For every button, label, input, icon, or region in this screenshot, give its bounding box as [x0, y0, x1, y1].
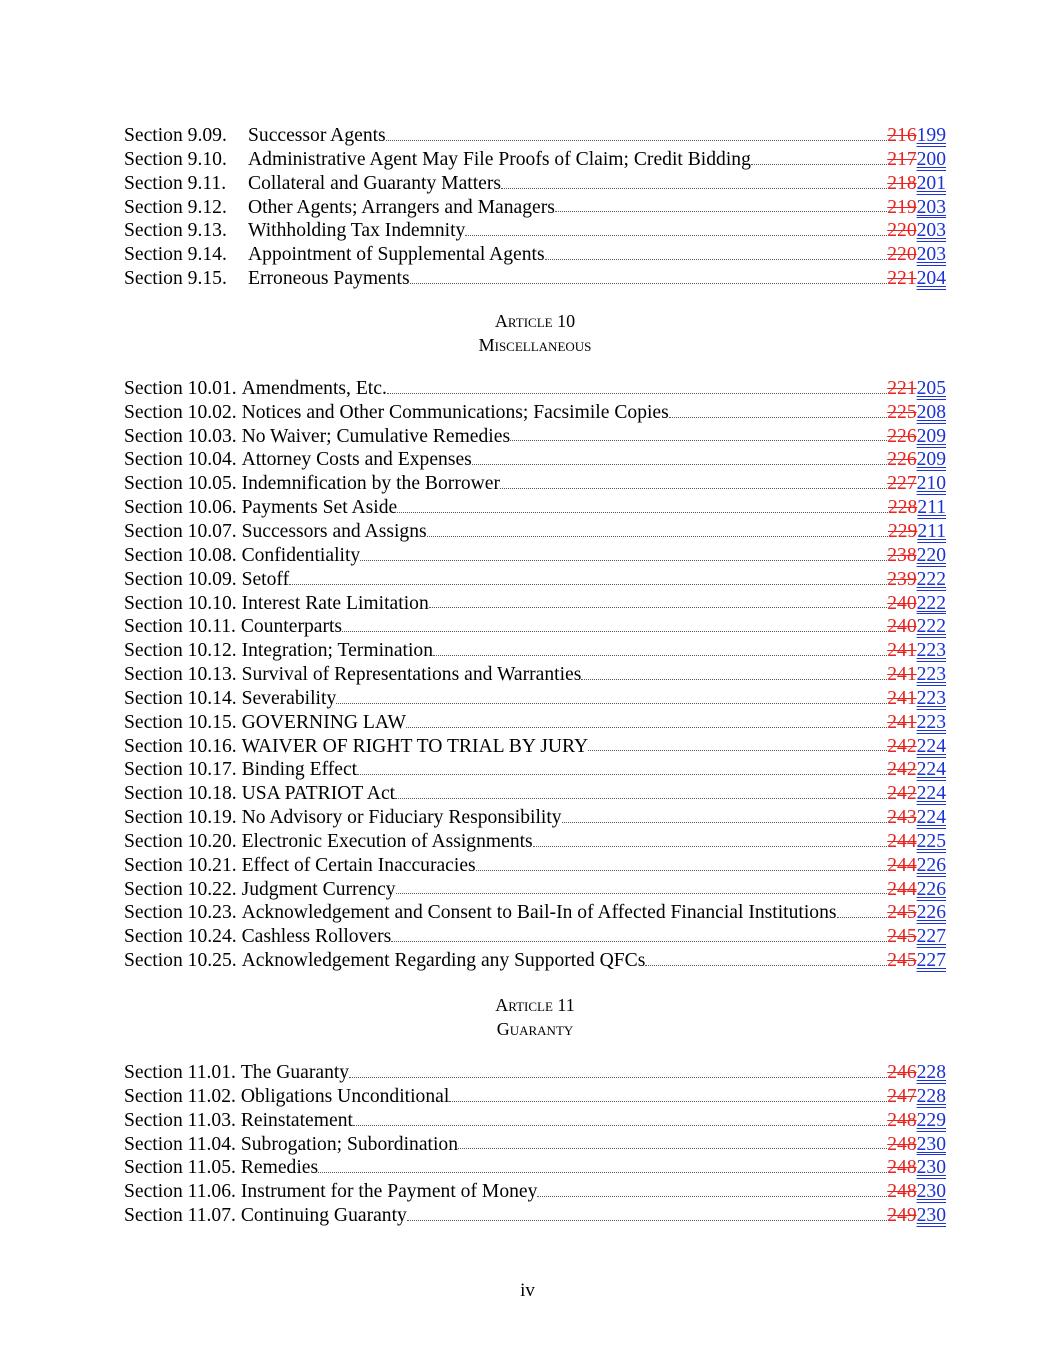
- inserted-page-number[interactable]: 224: [916, 783, 946, 805]
- dot-leader: [395, 797, 887, 799]
- section-title: Cashless Rollovers: [241, 926, 392, 948]
- toc-entry[interactable]: [124, 735, 946, 759]
- inserted-page-number[interactable]: 223: [916, 640, 946, 662]
- article-11-title: Guaranty: [496, 1019, 574, 1039]
- inserted-page-number[interactable]: 230: [916, 1205, 946, 1227]
- inserted-page-number[interactable]: 223: [916, 664, 946, 686]
- section-number: Section 10.24.: [124, 926, 237, 948]
- dot-leader: [360, 559, 887, 561]
- deleted-page-number: 244: [887, 830, 917, 852]
- section-title: Binding Effect: [241, 759, 358, 781]
- toc-entry[interactable]: [124, 425, 946, 449]
- dot-leader: [342, 630, 887, 632]
- deleted-page-number: 248: [887, 1109, 917, 1131]
- deleted-page-number: 244: [887, 878, 917, 900]
- deleted-page-number: 229: [887, 520, 918, 542]
- dot-leader: [510, 439, 887, 441]
- page-ref[interactable]: [887, 1061, 946, 1085]
- inserted-page-number[interactable]: 201: [916, 172, 946, 194]
- toc-entry[interactable]: [124, 1133, 946, 1157]
- inserted-page-number[interactable]: 203: [916, 244, 946, 266]
- dot-leader: [410, 282, 888, 284]
- inserted-page-number[interactable]: 210: [916, 473, 946, 495]
- page-ref[interactable]: [887, 735, 946, 759]
- page-ref[interactable]: [887, 219, 946, 243]
- inserted-page-number[interactable]: 226: [916, 854, 946, 876]
- section-title: Indemnification by the Borrower: [241, 473, 501, 495]
- section-number: Section 10.05.: [124, 473, 237, 495]
- section-number: Section 10.01.: [124, 377, 237, 399]
- toc-entry[interactable]: [124, 496, 946, 520]
- article-11-heading: [124, 993, 946, 1041]
- page-ref[interactable]: [887, 1085, 946, 1109]
- section-title: Effect of Certain Inaccuracies: [241, 854, 476, 876]
- inserted-page-number[interactable]: 224: [916, 735, 946, 757]
- deleted-page-number: 239: [887, 568, 917, 590]
- toc-entry[interactable]: [124, 124, 946, 148]
- page-ref[interactable]: [887, 124, 946, 148]
- dot-leader: [429, 606, 887, 608]
- page-ref[interactable]: [887, 806, 946, 830]
- toc-entry[interactable]: [124, 148, 946, 172]
- inserted-page-number[interactable]: 209: [916, 425, 946, 447]
- section-number: Section 10.02.: [124, 401, 237, 423]
- inserted-page-number[interactable]: 209: [916, 449, 946, 471]
- deleted-page-number: 245: [887, 926, 917, 948]
- page-ref[interactable]: [887, 377, 946, 401]
- dot-leader: [396, 892, 888, 894]
- dot-leader: [433, 654, 887, 656]
- section-number: Section 10.25.: [124, 950, 237, 972]
- inserted-page-number[interactable]: 220: [916, 544, 946, 566]
- page-ref[interactable]: [887, 196, 946, 220]
- page-ref[interactable]: [887, 401, 946, 425]
- dot-leader: [449, 1100, 887, 1102]
- toc-entry[interactable]: [124, 1061, 946, 1085]
- deleted-page-number: 216: [887, 125, 917, 146]
- page-ref[interactable]: [887, 592, 946, 616]
- deleted-page-number: 218: [887, 172, 917, 194]
- deleted-page-number: 225: [887, 401, 917, 423]
- section-title: Judgment Currency: [241, 878, 396, 900]
- toc-entry[interactable]: [124, 377, 946, 401]
- page-ref[interactable]: [887, 448, 946, 472]
- section-number: Section 9.15.: [124, 268, 227, 290]
- section-title: Counterparts: [240, 616, 343, 638]
- section-number: Section 11.02.: [124, 1085, 236, 1107]
- section-number: Section 11.04.: [124, 1133, 236, 1155]
- page-ref[interactable]: [888, 496, 946, 520]
- dot-leader: [391, 940, 887, 942]
- inserted-page-number[interactable]: 226: [916, 902, 946, 924]
- section-title: Interest Rate Limitation: [241, 592, 429, 614]
- toc-entry[interactable]: [124, 1109, 946, 1133]
- inserted-page-number[interactable]: 204: [916, 268, 946, 290]
- page-ref[interactable]: [887, 425, 946, 449]
- section-number: Section 10.19.: [124, 807, 237, 829]
- page-ref[interactable]: [887, 1133, 946, 1157]
- toc-entry[interactable]: [124, 711, 946, 735]
- section-title: Appointment of Supplemental Agents: [248, 244, 545, 266]
- dot-leader: [500, 487, 887, 489]
- section-number: Section 10.11.: [124, 616, 236, 638]
- deleted-page-number: 245: [887, 950, 917, 972]
- toc-entry[interactable]: [124, 925, 946, 949]
- article-9-sections: [124, 124, 946, 291]
- deleted-page-number: 241: [887, 711, 917, 733]
- inserted-page-number[interactable]: 211: [917, 520, 946, 542]
- section-number: Section 10.09.: [124, 568, 237, 590]
- section-number: Section 10.08.: [124, 544, 237, 566]
- deleted-page-number: 249: [887, 1205, 917, 1227]
- toc-entry[interactable]: [124, 1156, 946, 1180]
- section-title: Integration; Termination: [241, 640, 433, 662]
- section-title: Electronic Execution of Assignments: [241, 830, 533, 852]
- inserted-page-number[interactable]: 223: [916, 711, 946, 733]
- deleted-page-number: 227: [887, 473, 917, 495]
- dot-leader: [406, 726, 887, 728]
- section-title: Collateral and Guaranty Matters: [248, 172, 501, 194]
- inserted-page-number[interactable]: 208: [916, 401, 946, 423]
- deleted-page-number: 242: [887, 759, 917, 781]
- section-number: Section 11.05.: [124, 1157, 236, 1179]
- toc-entry[interactable]: [124, 267, 946, 291]
- dot-leader: [397, 511, 888, 513]
- page-ref[interactable]: [887, 639, 946, 663]
- inserted-page-number[interactable]: 225: [916, 830, 946, 852]
- section-title: Survival of Representations and Warranties: [241, 664, 582, 686]
- page-ref[interactable]: [887, 949, 946, 973]
- page-ref[interactable]: [887, 663, 946, 687]
- dot-leader: [581, 678, 887, 680]
- section-number: Section 9.10.: [124, 148, 227, 170]
- page-ref[interactable]: [887, 148, 946, 172]
- toc-entry[interactable]: [124, 1204, 946, 1228]
- page-number: iv: [520, 1280, 535, 1301]
- toc-entry[interactable]: [124, 639, 946, 663]
- dot-leader: [588, 749, 887, 751]
- deleted-page-number: 242: [887, 735, 917, 757]
- inserted-page-number[interactable]: 199: [916, 125, 946, 146]
- section-title: Amendments, Etc.: [241, 377, 387, 399]
- section-number: Section 10.13.: [124, 664, 237, 686]
- inserted-page-number[interactable]: 224: [916, 807, 946, 829]
- page-ref[interactable]: [887, 544, 946, 568]
- toc-entry[interactable]: [124, 901, 946, 925]
- section-number: Section 9.12.: [124, 196, 227, 218]
- dot-leader: [407, 1219, 887, 1221]
- section-number: Section 10.10.: [124, 592, 237, 614]
- toc-entry[interactable]: [124, 1085, 946, 1109]
- inserted-page-number[interactable]: 227: [916, 926, 946, 948]
- deleted-page-number: 220: [887, 220, 917, 242]
- deleted-page-number: 248: [887, 1133, 917, 1155]
- inserted-page-number[interactable]: 224: [916, 759, 946, 781]
- section-title: Withholding Tax Indemnity: [248, 220, 466, 242]
- toc-entry[interactable]: [124, 219, 946, 243]
- deleted-page-number: 228: [887, 497, 918, 519]
- toc-entry[interactable]: [124, 520, 946, 544]
- dot-leader: [533, 845, 888, 847]
- article-11-sections: [124, 1061, 946, 1228]
- dot-leader: [669, 416, 887, 418]
- deleted-page-number: 226: [887, 449, 917, 471]
- deleted-page-number: 248: [887, 1157, 917, 1179]
- inserted-page-number[interactable]: 223: [916, 687, 946, 709]
- toc-entry[interactable]: [124, 782, 946, 806]
- section-title: Remedies: [240, 1157, 319, 1179]
- dot-leader: [472, 463, 887, 465]
- deleted-page-number: 221: [887, 268, 917, 290]
- section-number: Section 10.18.: [124, 783, 237, 805]
- toc-entry[interactable]: [124, 615, 946, 639]
- inserted-page-number[interactable]: 222: [916, 568, 946, 590]
- section-title: Subrogation; Subordination: [240, 1133, 459, 1155]
- toc-entry[interactable]: [124, 687, 946, 711]
- toc-entry[interactable]: [124, 806, 946, 830]
- section-number: Section 11.03.: [124, 1109, 236, 1131]
- section-title: Payments Set Aside: [241, 497, 398, 519]
- toc-entry[interactable]: [124, 758, 946, 782]
- dot-leader: [545, 258, 888, 260]
- inserted-page-number[interactable]: 228: [916, 1085, 946, 1107]
- section-title: Administrative Agent May File Proofs of Claim; Credit Bidding: [248, 148, 751, 170]
- section-title: The Guaranty: [240, 1062, 350, 1083]
- dot-leader: [357, 773, 887, 775]
- page-ref[interactable]: [887, 901, 946, 925]
- toc-entry[interactable]: [124, 472, 946, 496]
- page-ref[interactable]: [887, 711, 946, 735]
- page-ref[interactable]: [887, 878, 946, 902]
- dot-leader: [537, 1195, 887, 1197]
- inserted-page-number[interactable]: 226: [916, 878, 946, 900]
- section-title: Acknowledgement Regarding any Supported QFCs: [241, 950, 646, 972]
- page-ref[interactable]: [887, 568, 946, 592]
- deleted-page-number: 245: [887, 902, 917, 924]
- section-title: WAIVER OF RIGHT TO TRIAL BY JURY: [241, 735, 589, 757]
- toc-entry[interactable]: [124, 568, 946, 592]
- table-of-contents: [124, 124, 946, 1228]
- deleted-page-number: 241: [887, 687, 917, 709]
- section-number: Section 10.16.: [124, 735, 237, 757]
- section-title: Erroneous Payments: [248, 268, 410, 290]
- section-number: Section 10.03.: [124, 425, 237, 447]
- section-title: Instrument for the Payment of Money: [240, 1181, 538, 1203]
- dot-leader: [386, 139, 888, 141]
- section-number: Section 10.06.: [124, 497, 237, 519]
- section-title: Successor Agents: [248, 125, 386, 146]
- section-number: Section 9.13.: [124, 220, 227, 242]
- deleted-page-number: 220: [887, 244, 917, 266]
- section-number: Section 10.23.: [124, 902, 237, 924]
- deleted-page-number: 242: [887, 783, 917, 805]
- inserted-page-number[interactable]: 203: [916, 220, 946, 242]
- toc-entry[interactable]: [124, 878, 946, 902]
- section-title: Severability: [241, 687, 337, 709]
- dot-leader: [837, 916, 888, 918]
- article-10-label: Article 10: [494, 310, 576, 331]
- section-number: Section 10.12.: [124, 640, 237, 662]
- toc-entry[interactable]: [124, 592, 946, 616]
- section-number: Section 10.22.: [124, 878, 237, 900]
- toc-entry[interactable]: [124, 854, 946, 878]
- section-number: Section 10.21.: [124, 854, 237, 876]
- page-ref[interactable]: [887, 830, 946, 854]
- section-title: Reinstatement: [240, 1109, 353, 1131]
- page-ref[interactable]: [887, 1204, 946, 1228]
- section-number: Section 11.07.: [124, 1205, 236, 1227]
- deleted-page-number: 246: [887, 1062, 917, 1083]
- section-title: Setoff: [241, 568, 290, 590]
- dot-leader: [458, 1147, 887, 1149]
- inserted-page-number[interactable]: 203: [916, 196, 946, 218]
- section-number: Section 11.06.: [124, 1181, 236, 1203]
- dot-leader: [427, 535, 888, 537]
- inserted-page-number[interactable]: 228: [916, 1062, 946, 1083]
- section-number: Section 10.07.: [124, 520, 237, 542]
- deleted-page-number: 247: [887, 1085, 917, 1107]
- toc-entry[interactable]: [124, 663, 946, 687]
- article-10-title: Miscellaneous: [478, 334, 592, 355]
- deleted-page-number: 217: [887, 148, 917, 170]
- article-10-sections: [124, 377, 946, 973]
- page-ref[interactable]: [887, 1109, 946, 1133]
- dot-leader: [349, 1076, 887, 1078]
- section-number: Section 11.01.: [124, 1062, 236, 1083]
- page-ref[interactable]: [887, 687, 946, 711]
- toc-entry[interactable]: [124, 401, 946, 425]
- page-ref[interactable]: [887, 925, 946, 949]
- page-ref[interactable]: [887, 472, 946, 496]
- inserted-page-number[interactable]: 229: [916, 1109, 946, 1131]
- dot-leader: [465, 234, 887, 236]
- deleted-page-number: 240: [887, 616, 917, 638]
- deleted-page-number: 226: [887, 425, 917, 447]
- dot-leader: [555, 210, 887, 212]
- deleted-page-number: 221: [887, 377, 917, 399]
- toc-entry[interactable]: [124, 172, 946, 196]
- section-title: Obligations Unconditional: [240, 1085, 450, 1107]
- page-ref[interactable]: [887, 758, 946, 782]
- dot-leader: [353, 1124, 887, 1126]
- dot-leader: [751, 163, 887, 165]
- section-title: Successors and Assigns: [241, 520, 427, 542]
- page-ref[interactable]: [887, 267, 946, 291]
- section-title: Notices and Other Communications; Facsimile Copies: [241, 401, 669, 423]
- deleted-page-number: 241: [887, 640, 917, 662]
- section-title: Confidentiality: [241, 544, 361, 566]
- inserted-page-number[interactable]: 227: [916, 950, 946, 972]
- deleted-page-number: 244: [887, 854, 917, 876]
- deleted-page-number: 219: [887, 196, 917, 218]
- toc-entry[interactable]: [124, 448, 946, 472]
- section-number: Section 10.04.: [124, 449, 237, 471]
- section-title: No Waiver; Cumulative Remedies: [241, 425, 511, 447]
- deleted-page-number: 240: [887, 592, 917, 614]
- section-number: Section 9.09.: [124, 125, 227, 146]
- inserted-page-number[interactable]: 222: [916, 616, 946, 638]
- deleted-page-number: 248: [887, 1181, 917, 1203]
- section-number: Section 10.20.: [124, 830, 237, 852]
- deleted-page-number: 241: [887, 664, 917, 686]
- dot-leader: [289, 583, 887, 585]
- dot-leader: [318, 1171, 887, 1173]
- inserted-page-number[interactable]: 211: [917, 497, 946, 519]
- dot-leader: [387, 392, 887, 394]
- page-ref[interactable]: [888, 520, 946, 544]
- article-10-heading: [124, 309, 946, 357]
- toc-entry[interactable]: [124, 544, 946, 568]
- dot-leader: [501, 187, 887, 189]
- dot-leader: [476, 869, 888, 871]
- dot-leader: [645, 964, 887, 966]
- section-title: No Advisory or Fiduciary Responsibility: [241, 807, 562, 829]
- inserted-page-number[interactable]: 200: [916, 148, 946, 170]
- page-ref[interactable]: [887, 615, 946, 639]
- section-title: GOVERNING LAW: [241, 711, 406, 733]
- section-number: Section 10.14.: [124, 687, 237, 709]
- toc-entry[interactable]: [124, 949, 946, 973]
- page-ref[interactable]: [887, 854, 946, 878]
- deleted-page-number: 243: [887, 807, 917, 829]
- inserted-page-number[interactable]: 230: [916, 1133, 946, 1155]
- inserted-page-number[interactable]: 222: [916, 592, 946, 614]
- toc-entry[interactable]: [124, 243, 946, 267]
- deleted-page-number: 238: [887, 544, 917, 566]
- inserted-page-number[interactable]: 205: [916, 377, 946, 399]
- page-ref[interactable]: [887, 1156, 946, 1180]
- dot-leader: [562, 821, 888, 823]
- section-title: Other Agents; Arrangers and Managers: [248, 196, 555, 218]
- dot-leader: [336, 702, 887, 704]
- toc-entry[interactable]: [124, 830, 946, 854]
- section-title: Continuing Guaranty: [240, 1205, 407, 1227]
- section-number: Section 9.14.: [124, 244, 227, 266]
- section-number: Section 9.11.: [124, 172, 227, 194]
- section-title: USA PATRIOT Act: [241, 783, 396, 805]
- section-number: Section 10.15.: [124, 711, 237, 733]
- page-ref[interactable]: [887, 1180, 946, 1204]
- page-ref[interactable]: [887, 172, 946, 196]
- page-ref[interactable]: [887, 782, 946, 806]
- toc-entry[interactable]: [124, 1180, 946, 1204]
- page-ref[interactable]: [887, 243, 946, 267]
- section-title: Acknowledgement and Consent to Bail-In of Affected Financial Institutions: [241, 902, 837, 924]
- inserted-page-number[interactable]: 230: [916, 1181, 946, 1203]
- inserted-page-number[interactable]: 230: [916, 1157, 946, 1179]
- section-number: Section 10.17.: [124, 759, 237, 781]
- article-11-label: Article 11: [495, 995, 575, 1015]
- section-title: Attorney Costs and Expenses: [241, 449, 472, 471]
- toc-entry[interactable]: [124, 196, 946, 220]
